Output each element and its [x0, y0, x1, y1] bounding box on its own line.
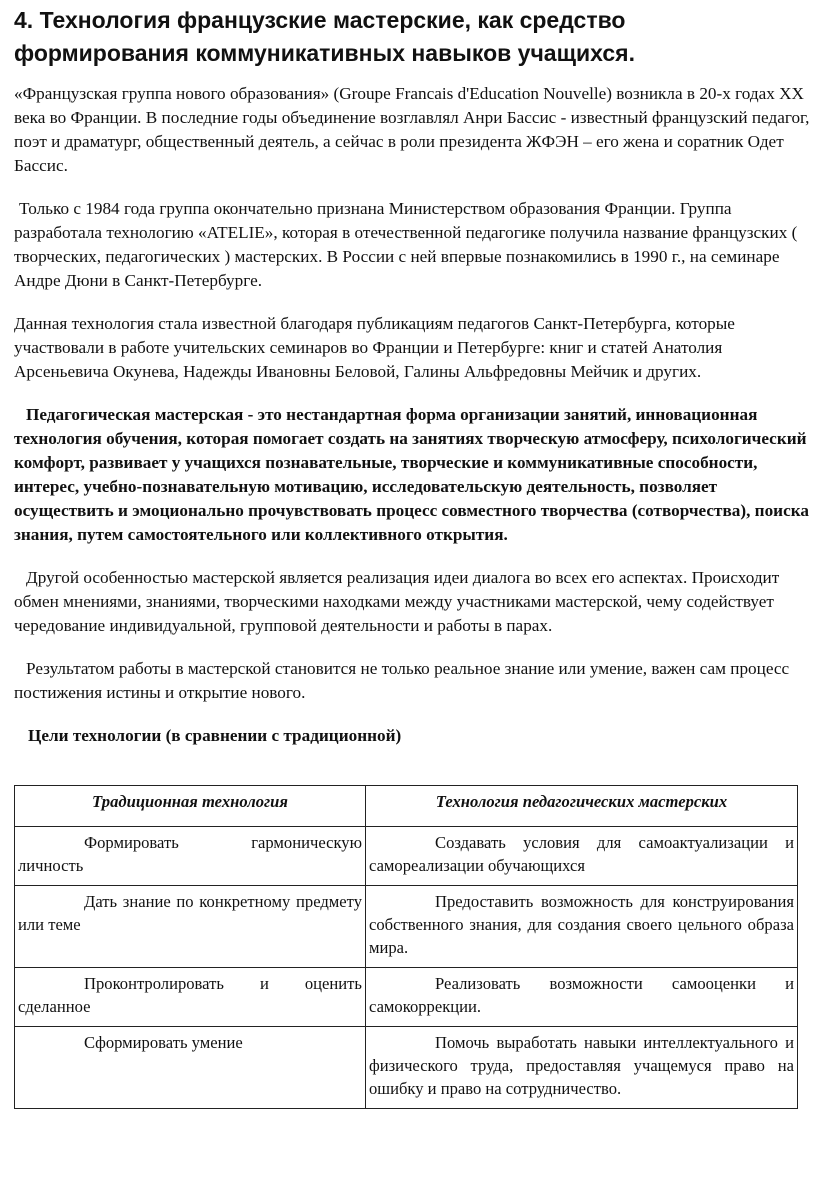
- comparison-table: [14, 785, 798, 1109]
- table-row: [15, 827, 798, 886]
- table-cell: Сформировать умение: [15, 1027, 366, 1109]
- paragraph-atelie: Только с 1984 года группа окончательно признана Министерством образования Франции. Группа разработала технологию «ATELIE», которая в отечественной педагогике получила название французских ( творческих, педагогических ) мастерских. В России с ней впервые познакомились в 1990 г., на семинаре Андре Дюни в Санкт-Петербурге.: [14, 199, 798, 290]
- title-line-2: формирования коммуникативных навыков учащихся.: [14, 40, 635, 66]
- table-cell: Помочь выработать навыки интеллектуального и физического труда, предоставляя учащемуся право на ошибку и право на сотрудничество.: [366, 1027, 798, 1109]
- table-cell: Создавать условия для самоактуализации и самореализации обучающихся: [366, 827, 798, 886]
- paragraph-dialogue: Другой особенностью мастерской является реализация идеи диалога во всех его аспектах. Происходит обмен мнениями, знаниями, творческими находками между участниками мастерской, чему содействует чередование индивидуальной, групповой деятельности и работы в парах.: [14, 568, 780, 635]
- table-cell: Реализовать возможности самооценки и самокоррекции.: [366, 968, 798, 1027]
- paragraph-result: Результатом работы в мастерской становится не только реальное знание или умение, важен сам процесс постижения истины и открытие нового.: [14, 659, 790, 702]
- title-line-1: 4. Технология французские мастерские, как средство: [14, 7, 626, 33]
- table-cell: Проконтролировать и оценить сделанное: [15, 968, 366, 1027]
- table-row: [15, 968, 798, 1027]
- table-row: [15, 1027, 798, 1109]
- table-header-row: [15, 786, 798, 827]
- table-cell: Дать знание по конкретному предмету или теме: [15, 886, 366, 968]
- header-traditional: Традиционная технология: [15, 786, 366, 827]
- table-row: [15, 886, 798, 968]
- paragraph-definition: Педагогическая мастерская - это нестандартная форма организации занятий, инновационная технология обучения, которая помогает создать на занятиях творческую атмосферу, психологический комфорт, развивает у учащихся познавательные, творческие и коммуникативные способности, интерес, учебно-познавательную мотивацию, исследовательскую деятельность, позволяет осуществить и эмоционально прочувствовать процесс совместного творчества (сотворчества), поиска знания, путем самостоятельного или коллективного открытия.: [14, 405, 809, 544]
- page-title: [14, 4, 814, 70]
- paragraph-history: «Французская группа нового образования» (Groupe Francais d'Education Nouvelle) возникла в 20-х годах XX века во Франции. В последние годы объединение возглавлял Анри Бассис - известный французский педагог, поэт и драматург, общественный деятель, а сейчас в роли президента ЖФЭН – его жена и соратник Одет Бассис.: [14, 84, 810, 175]
- header-workshops: Технология педагогических мастерских: [366, 786, 798, 827]
- paragraph-publications: Данная технология стала известной благодаря публикациям педагогов Санкт-Петербурга, которые участвовали в работе учительских семинаров во Франции и Петербурге: книг и статей Анатолия Арсеньевича Окунева, Надежды Ивановны Беловой, Галины Альфредовны Мейчик и других.: [14, 314, 735, 381]
- table-cell: Предоставить возможность для конструирования собственного знания, для создания своего цельного образа мира.: [366, 886, 798, 968]
- goals-heading: Цели технологии (в сравнении с традиционной): [28, 726, 402, 745]
- table-cell: Формировать гармоническую личность: [15, 827, 366, 886]
